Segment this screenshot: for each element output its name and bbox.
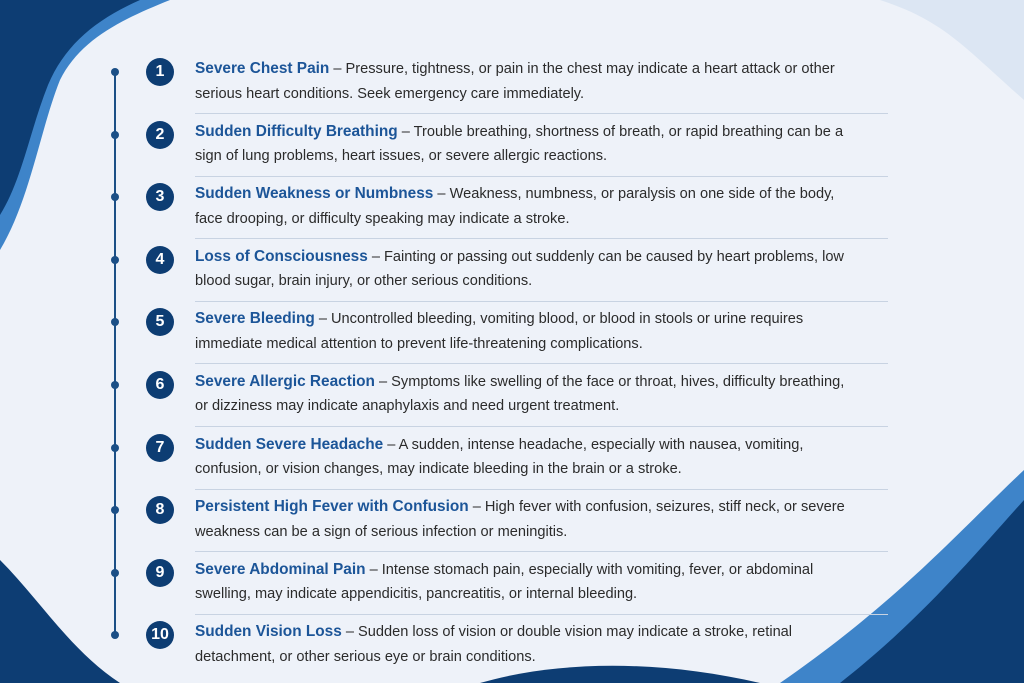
timeline-dot [111, 256, 119, 264]
timeline-dot [111, 68, 119, 76]
item-title: Severe Abdominal Pain [195, 560, 366, 578]
list-item [0, 490, 1024, 553]
item-text [195, 307, 850, 356]
item-description: High fever with confusion, seizures, stiff neck, or severe weakness can be a sign of serious infection or meningitis. [195, 499, 845, 540]
list-item [0, 177, 1024, 240]
item-title: Sudden Difficulty Breathing [195, 122, 398, 140]
number-badge: 9 [146, 559, 174, 587]
item-text [195, 558, 850, 607]
timeline-dot [111, 506, 119, 514]
number-badge: 5 [146, 308, 174, 336]
dash-separator: – [437, 186, 450, 203]
number-badge: 3 [146, 183, 174, 211]
number-badge: 10 [146, 621, 174, 649]
dash-separator: – [333, 61, 346, 77]
list-item [0, 240, 1024, 303]
item-title: Loss of Consciousness [195, 247, 368, 265]
item-description: Intense stomach pain, especially with vomiting, fever, or abdominal swelling, may indicate appendicitis, pancreatitis, or internal bleeding. [195, 561, 814, 603]
list-item [0, 553, 1024, 616]
timeline-dot [111, 318, 119, 326]
item-text [195, 495, 850, 544]
item-description: Weakness, numbness, or paralysis on one side of the body, face drooping, or difficulty speaking may indicate a stroke. [195, 186, 835, 227]
timeline-dot [111, 131, 119, 139]
dash-separator: – [318, 311, 331, 328]
item-text [195, 182, 850, 231]
list-item [0, 615, 1024, 678]
item-title: Sudden Weakness or Numbness [195, 185, 434, 203]
list-item [0, 302, 1024, 365]
item-title: Sudden Severe Headache [195, 435, 384, 453]
number-badge: 7 [146, 434, 174, 462]
item-description: Uncontrolled bleeding, vomiting blood, or blood in stools or urine requires immediate medical attention to prevent life-threatening complications. [195, 311, 804, 352]
item-title: Sudden Vision Loss [195, 623, 342, 641]
item-text [195, 120, 850, 169]
dash-separator: – [369, 561, 382, 578]
item-title: Severe Chest Pain [195, 60, 330, 77]
item-description: Pressure, tightness, or pain in the chest may indicate a heart attack or other serious heart conditions. Seek emergency care immediately. [195, 61, 835, 102]
dash-separator: – [401, 123, 414, 140]
item-description: Fainting or passing out suddenly can be caused by heart problems, low blood sugar, brain injury, or other serious conditions. [195, 248, 844, 290]
timeline-dot [111, 381, 119, 389]
dash-separator: – [345, 624, 359, 641]
number-badge: 1 [146, 58, 174, 86]
item-text [195, 245, 850, 294]
warning-signs-list [0, 52, 1024, 678]
item-description: Sudden loss of vision or double vision may indicate a stroke, retinal detachment, or other serious eye or brain conditions. [195, 624, 793, 665]
list-item [0, 428, 1024, 491]
item-text [195, 620, 850, 669]
item-text [195, 57, 850, 106]
number-badge: 4 [146, 246, 174, 274]
timeline-dot [111, 444, 119, 452]
item-description: Trouble breathing, shortness of breath, or rapid breathing can be a sign of lung problems, heart issues, or severe allergic reactions. [195, 123, 844, 165]
timeline-dot [111, 569, 119, 577]
number-badge: 6 [146, 371, 174, 399]
item-title: Severe Bleeding [195, 310, 315, 328]
item-description: Symptoms like swelling of the face or throat, hives, difficulty breathing, or dizziness may indicate anaphylaxis and need urgent treatment. [195, 373, 845, 415]
item-title: Severe Allergic Reaction [195, 372, 375, 390]
timeline-dot [111, 193, 119, 201]
number-badge: 2 [146, 121, 174, 149]
item-title: Persistent High Fever with Confusion [195, 498, 469, 516]
number-badge: 8 [146, 496, 174, 524]
timeline-dot [111, 631, 119, 639]
list-item [0, 115, 1024, 178]
list-item [0, 365, 1024, 428]
dash-separator: – [472, 499, 485, 516]
item-description: A sudden, intense headache, especially with nausea, vomiting, confusion, or vision changes, may indicate bleeding in the brain or a stroke. [195, 436, 804, 478]
dash-separator: – [371, 248, 384, 265]
list-item [0, 52, 1024, 115]
item-text [195, 370, 850, 419]
item-text [195, 433, 850, 482]
dash-separator: – [387, 436, 399, 453]
dash-separator: – [379, 373, 392, 390]
